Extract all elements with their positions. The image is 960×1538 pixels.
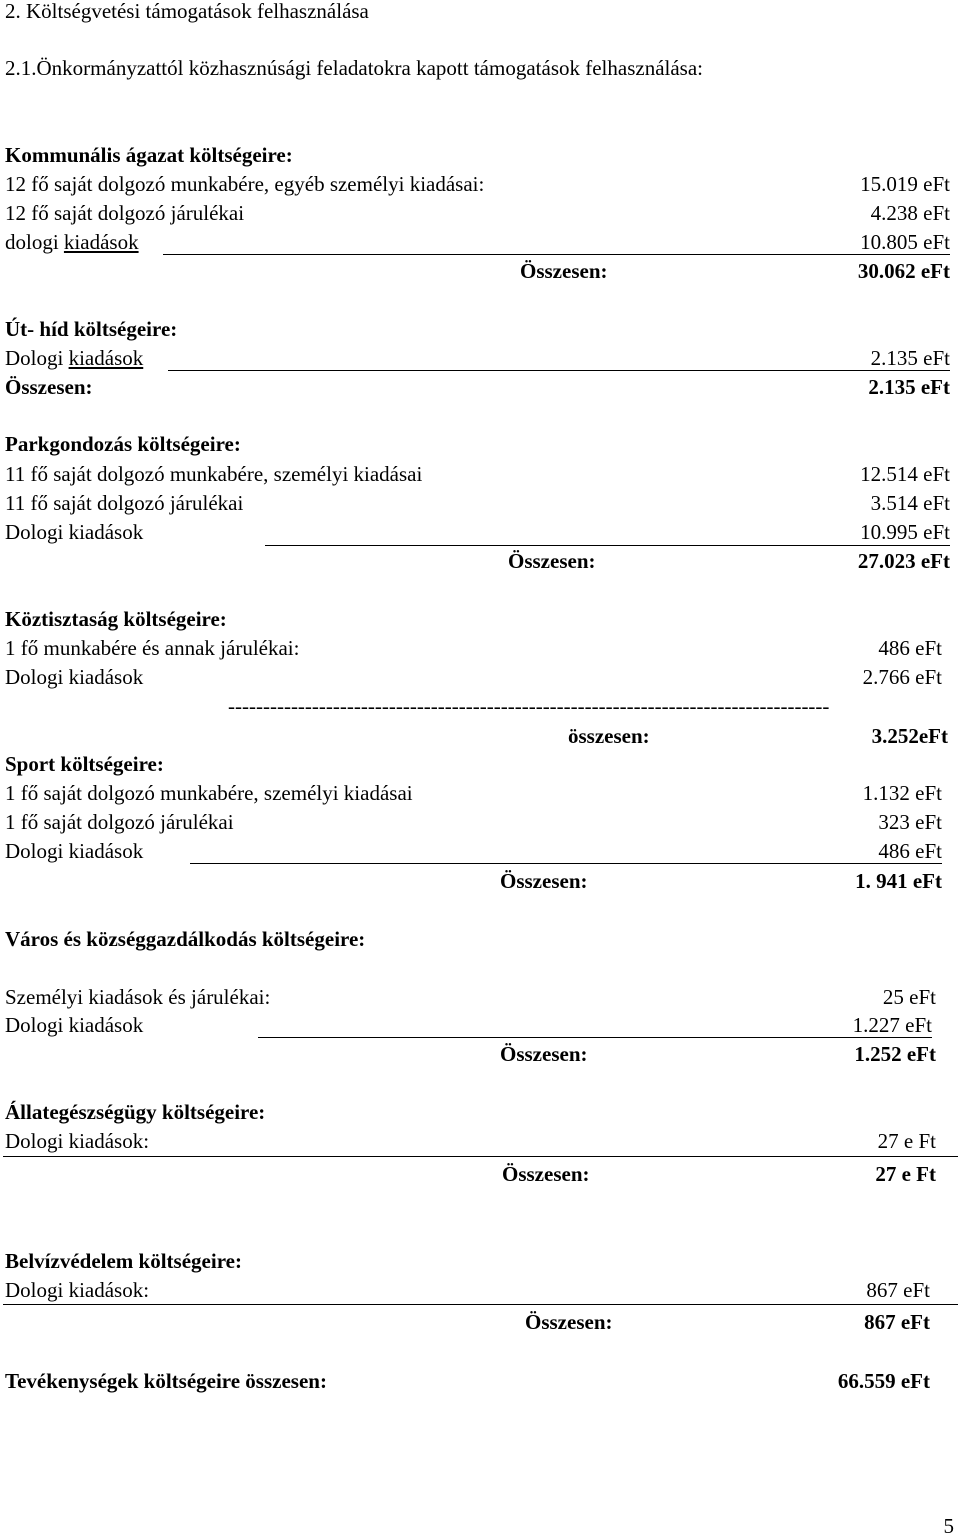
page-number: 5: [943, 1514, 954, 1538]
underline-rule: [3, 1304, 958, 1305]
park-row-2-label: 11 fő saját dolgozó járulékai: [5, 491, 244, 515]
park-row-3-value: 10.995 eFt: [860, 520, 950, 544]
kommunalis-row-1-value: 15.019 eFt: [860, 172, 950, 196]
varos-total-label: Összesen:: [500, 1042, 588, 1066]
park-row-3-label: Dologi kiadások: [5, 520, 144, 544]
park-row-2-value: 3.514 eFt: [870, 491, 950, 515]
park-row-1-label: 11 fő saját dolgozó munkabére, személyi kiadásai: [5, 462, 423, 486]
varos-row-2-label: Dologi kiadások: [5, 1013, 144, 1037]
koztisztasag-total-label: összesen:: [568, 724, 650, 748]
sport-row-1-value: 1.132 eFt: [862, 781, 942, 805]
kommunalis-row-3-label: dologi kiadások: [5, 230, 139, 254]
allat-row-1-label: Dologi kiadások:: [5, 1129, 150, 1153]
sport-row-1-label: 1 fő saját dolgozó munkabére, személyi kiadásai: [5, 781, 413, 805]
varos-row-1-label: Személyi kiadások és járulékai:: [5, 985, 271, 1009]
subsection-heading: 2.1.Önkormányzattól közhasznúsági feladatokra kapott támogatások felhasználása:: [5, 56, 704, 80]
grand-total-value: 66.559 eFt: [837, 1369, 930, 1393]
belviz-title: Belvízvédelem költségeire:: [5, 1249, 242, 1273]
koztisztasag-row-2-label: Dologi kiadások: [5, 665, 144, 689]
sport-row-2-label: 1 fő saját dolgozó járulékai: [5, 810, 234, 834]
allat-title: Állategészségügy költségeire:: [5, 1100, 266, 1124]
kommunalis-row-3-value: 10.805 eFt: [860, 230, 950, 254]
uthid-row-1-label: Dologi kiadások: [5, 346, 144, 370]
underline-rule: [168, 370, 950, 371]
grand-total-label: Tevékenységek költségeire összesen:: [5, 1369, 327, 1393]
underline-rule: [163, 254, 950, 255]
belviz-row-1-value: 867 eFt: [866, 1278, 930, 1302]
kommunalis-row-1-label: 12 fő saját dolgozó munkabére, egyéb személyi kiadásai:: [5, 172, 485, 196]
koztisztasag-total-value: 3.252eFt: [871, 724, 948, 748]
sport-title: Sport költségeire:: [5, 752, 164, 776]
park-title: Parkgondozás költségeire:: [5, 432, 241, 456]
koztisztasag-row-2-value: 2.766 eFt: [862, 665, 942, 689]
dashed-separator: --------------------------------------------------------------------------------------: [228, 694, 830, 718]
varos-title: Város és községgazdálkodás költségeire:: [5, 927, 366, 951]
kommunalis-row-2-label: 12 fő saját dolgozó járulékai: [5, 201, 245, 225]
koztisztasag-row-1-value: 486 eFt: [878, 636, 942, 660]
sport-row-3-value: 486 eFt: [878, 839, 942, 863]
kommunalis-row-2-value: 4.238 eFt: [870, 201, 950, 225]
section-heading: 2. Költségvetési támogatások felhasználása: [5, 0, 369, 23]
uthid-total-label: Összesen:: [5, 375, 93, 399]
uthid-title: Út- híd költségeire:: [5, 317, 178, 341]
belviz-row-1-label: Dologi kiadások:: [5, 1278, 150, 1302]
sport-total-value: 1. 941 eFt: [855, 869, 942, 893]
belviz-total-label: Összesen:: [525, 1310, 613, 1334]
varos-row-1-value: 25 eFt: [882, 985, 936, 1009]
uthid-total-value: 2.135 eFt: [868, 375, 950, 399]
underline-rule: [258, 1037, 932, 1038]
sport-total-label: Összesen:: [500, 869, 588, 893]
koztisztasag-row-1-label: 1 fő munkabére és annak járulékai:: [5, 636, 300, 660]
koztisztasag-title: Köztisztaság költségeire:: [5, 607, 227, 631]
kommunalis-title: Kommunális ágazat költségeire:: [5, 143, 293, 167]
sport-row-3-label: Dologi kiadások: [5, 839, 144, 863]
allat-total-value: 27 e Ft: [875, 1162, 936, 1186]
underline-rule: [3, 1156, 958, 1157]
kommunalis-total-value: 30.062 eFt: [857, 259, 950, 283]
belviz-total-value: 867 eFt: [864, 1310, 930, 1334]
park-total-label: Összesen:: [508, 549, 596, 573]
park-row-1-value: 12.514 eFt: [860, 462, 950, 486]
park-total-value: 27.023 eFt: [857, 549, 950, 573]
sport-row-2-value: 323 eFt: [878, 810, 942, 834]
uthid-row-1-value: 2.135 eFt: [870, 346, 950, 370]
kommunalis-total-label: Összesen:: [520, 259, 608, 283]
allat-total-label: Összesen:: [502, 1162, 590, 1186]
underline-rule: [190, 863, 942, 864]
underline-rule: [265, 545, 950, 546]
allat-row-1-value: 27 e Ft: [877, 1129, 936, 1153]
varos-total-value: 1.252 eFt: [854, 1042, 936, 1066]
varos-row-2-value: 1.227 eFt: [852, 1013, 932, 1037]
